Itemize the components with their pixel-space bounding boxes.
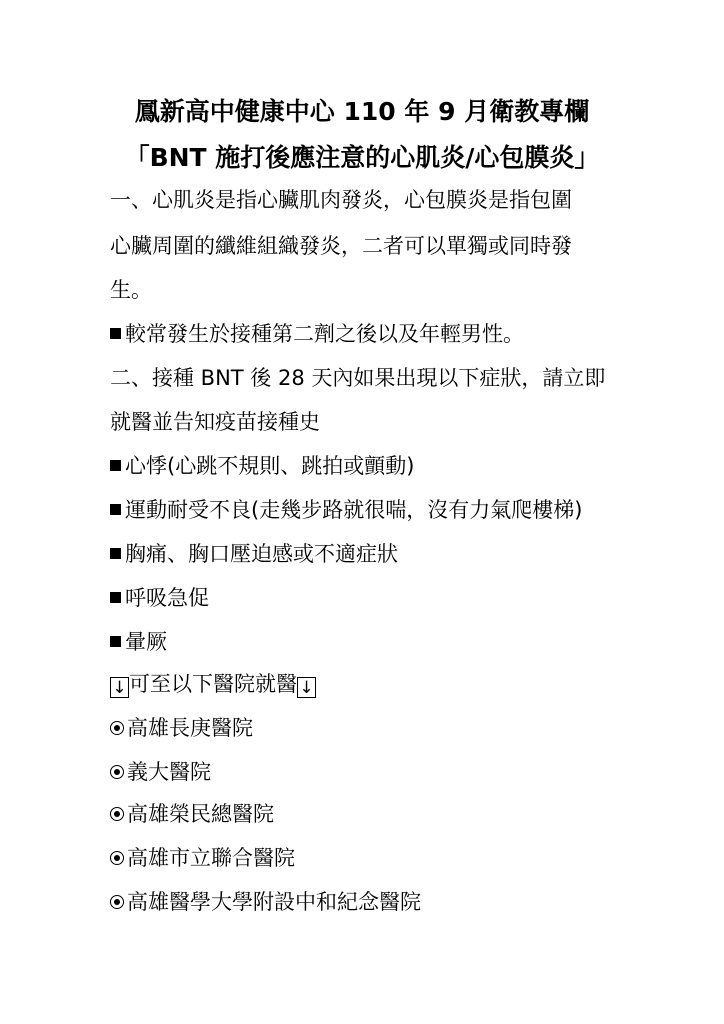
hospitals-heading-text: 可至以下醫院就醫 bbox=[129, 672, 297, 696]
fisheye-bullet-icon bbox=[110, 765, 124, 779]
hospital-item bbox=[110, 800, 274, 828]
hospital-name: 高雄醫學大學附設中和紀念醫院 bbox=[127, 890, 421, 914]
section1-line-1: 一、心肌炎是指心臟肌肉發炎，心包膜炎是指包圍 bbox=[110, 188, 572, 212]
square-bullet-icon bbox=[110, 498, 125, 522]
square-bullet-icon bbox=[110, 322, 125, 346]
symptom-item bbox=[110, 584, 209, 612]
fisheye-bullet-icon bbox=[110, 895, 124, 909]
section1-line-2: 心臟周圍的纖維組織發炎，二者可以單獨或同時發 bbox=[110, 234, 572, 258]
hospital-item bbox=[110, 888, 421, 916]
section1-line-3: 生。 bbox=[110, 278, 152, 302]
note-text: 較常發生於接種第二劑之後以及年輕男性。 bbox=[125, 322, 524, 346]
symptom-text: 呼吸急促 bbox=[125, 586, 209, 610]
hospital-item bbox=[110, 714, 253, 742]
fisheye-bullet-icon bbox=[110, 721, 124, 735]
symptom-item bbox=[110, 452, 414, 480]
square-bullet-icon bbox=[110, 542, 125, 566]
hospital-name: 高雄長庚醫院 bbox=[127, 716, 253, 740]
symptom-text: 暈厥 bbox=[125, 630, 167, 654]
hospital-item bbox=[110, 758, 211, 786]
fisheye-bullet-icon bbox=[110, 851, 124, 865]
down-arrow-box-icon: ↓ bbox=[110, 677, 129, 698]
down-arrow-box-icon: ↓ bbox=[297, 677, 316, 698]
symptom-text: 胸痛、胸口壓迫感或不適症狀 bbox=[125, 542, 398, 566]
symptom-text: 心悸(心跳不規則、跳拍或顫動) bbox=[125, 454, 415, 478]
fisheye-bullet-icon bbox=[110, 807, 124, 821]
document-title: 鳳新高中健康中心 110 年 9 月衛教專欄 bbox=[134, 97, 590, 126]
square-bullet-icon bbox=[110, 630, 125, 654]
hospital-name: 義大醫院 bbox=[127, 760, 211, 784]
hospitals-heading bbox=[110, 670, 316, 698]
symptom-item bbox=[110, 628, 167, 656]
symptom-item bbox=[110, 540, 398, 568]
square-bullet-icon bbox=[110, 586, 125, 610]
hospital-name: 高雄榮民總醫院 bbox=[127, 802, 274, 826]
document-subtitle: 「BNT 施打後應注意的心肌炎/心包膜炎」 bbox=[124, 143, 600, 172]
square-bullet-icon bbox=[110, 454, 125, 478]
section2-line-1: 二、接種 BNT 後 28 天內如果出現以下症狀，請立即 bbox=[110, 366, 606, 390]
section2-line-2: 就醫並告知疫苗接種史 bbox=[110, 410, 320, 434]
section1-note bbox=[110, 320, 524, 348]
symptom-item bbox=[110, 496, 582, 524]
hospital-item bbox=[110, 844, 295, 872]
hospital-name: 高雄市立聯合醫院 bbox=[127, 846, 295, 870]
symptom-text: 運動耐受不良(走幾步路就很喘，沒有力氣爬樓梯) bbox=[125, 498, 583, 522]
